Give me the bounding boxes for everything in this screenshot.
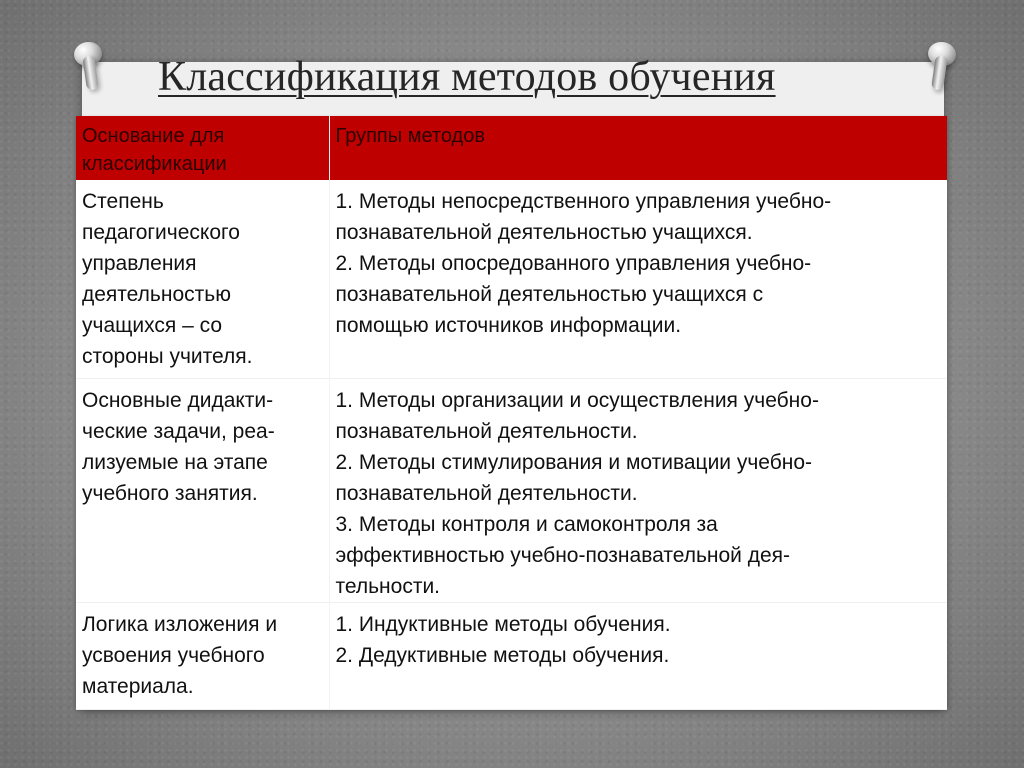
classification-table-container bbox=[76, 116, 947, 708]
table-header-row bbox=[76, 116, 947, 180]
header-basis-text: Основание для классификации bbox=[82, 125, 227, 175]
basis-text: Степень педагогического управления деятельностью учащихся – со стороны учителя. bbox=[82, 190, 253, 368]
pushpin-left-icon bbox=[72, 40, 106, 91]
header-groups-text: Группы методов bbox=[335, 125, 485, 147]
group-item: 1. Методы непосредственного управления учебно- познавательной деятельностью учащихся. bbox=[335, 190, 832, 244]
group-item: 1. Методы организации и осуществления учебно- познавательной деятельности. bbox=[335, 388, 819, 443]
basis-cell bbox=[76, 602, 329, 709]
basis-cell bbox=[76, 378, 329, 602]
groups-cell bbox=[329, 378, 947, 602]
table-row bbox=[76, 602, 947, 709]
table-row bbox=[76, 378, 947, 602]
pushpin-right-icon bbox=[923, 40, 957, 91]
group-item: 2. Методы стимулирования и мотивации учебно- познавательной деятельности. bbox=[335, 450, 813, 505]
group-item: 2. Дедуктивные методы обучения. bbox=[335, 643, 670, 667]
groups-cell bbox=[329, 602, 947, 709]
header-groups bbox=[329, 116, 947, 180]
group-item: 2. Методы опосредованного управления учебно- познавательной деятельностью учащихся с помощью источников информации. bbox=[335, 252, 812, 337]
slide-title: Классификация методов обучения bbox=[158, 54, 776, 100]
table-row bbox=[76, 180, 947, 378]
classification-table bbox=[76, 116, 947, 710]
groups-cell bbox=[329, 180, 947, 378]
basis-text: Основные дидакти- ческие задачи, реа- лизуемые на этапе учебного занятия. bbox=[82, 388, 275, 505]
basis-cell bbox=[76, 180, 329, 378]
basis-text: Логика изложения и усвоения учебного материала. bbox=[82, 612, 278, 698]
header-basis bbox=[76, 116, 329, 180]
group-item: 1. Индуктивные методы обучения. bbox=[335, 612, 671, 636]
group-item: 3. Методы контроля и самоконтроля за эффективностью учебно-познавательной дея- тельности. bbox=[335, 512, 791, 598]
